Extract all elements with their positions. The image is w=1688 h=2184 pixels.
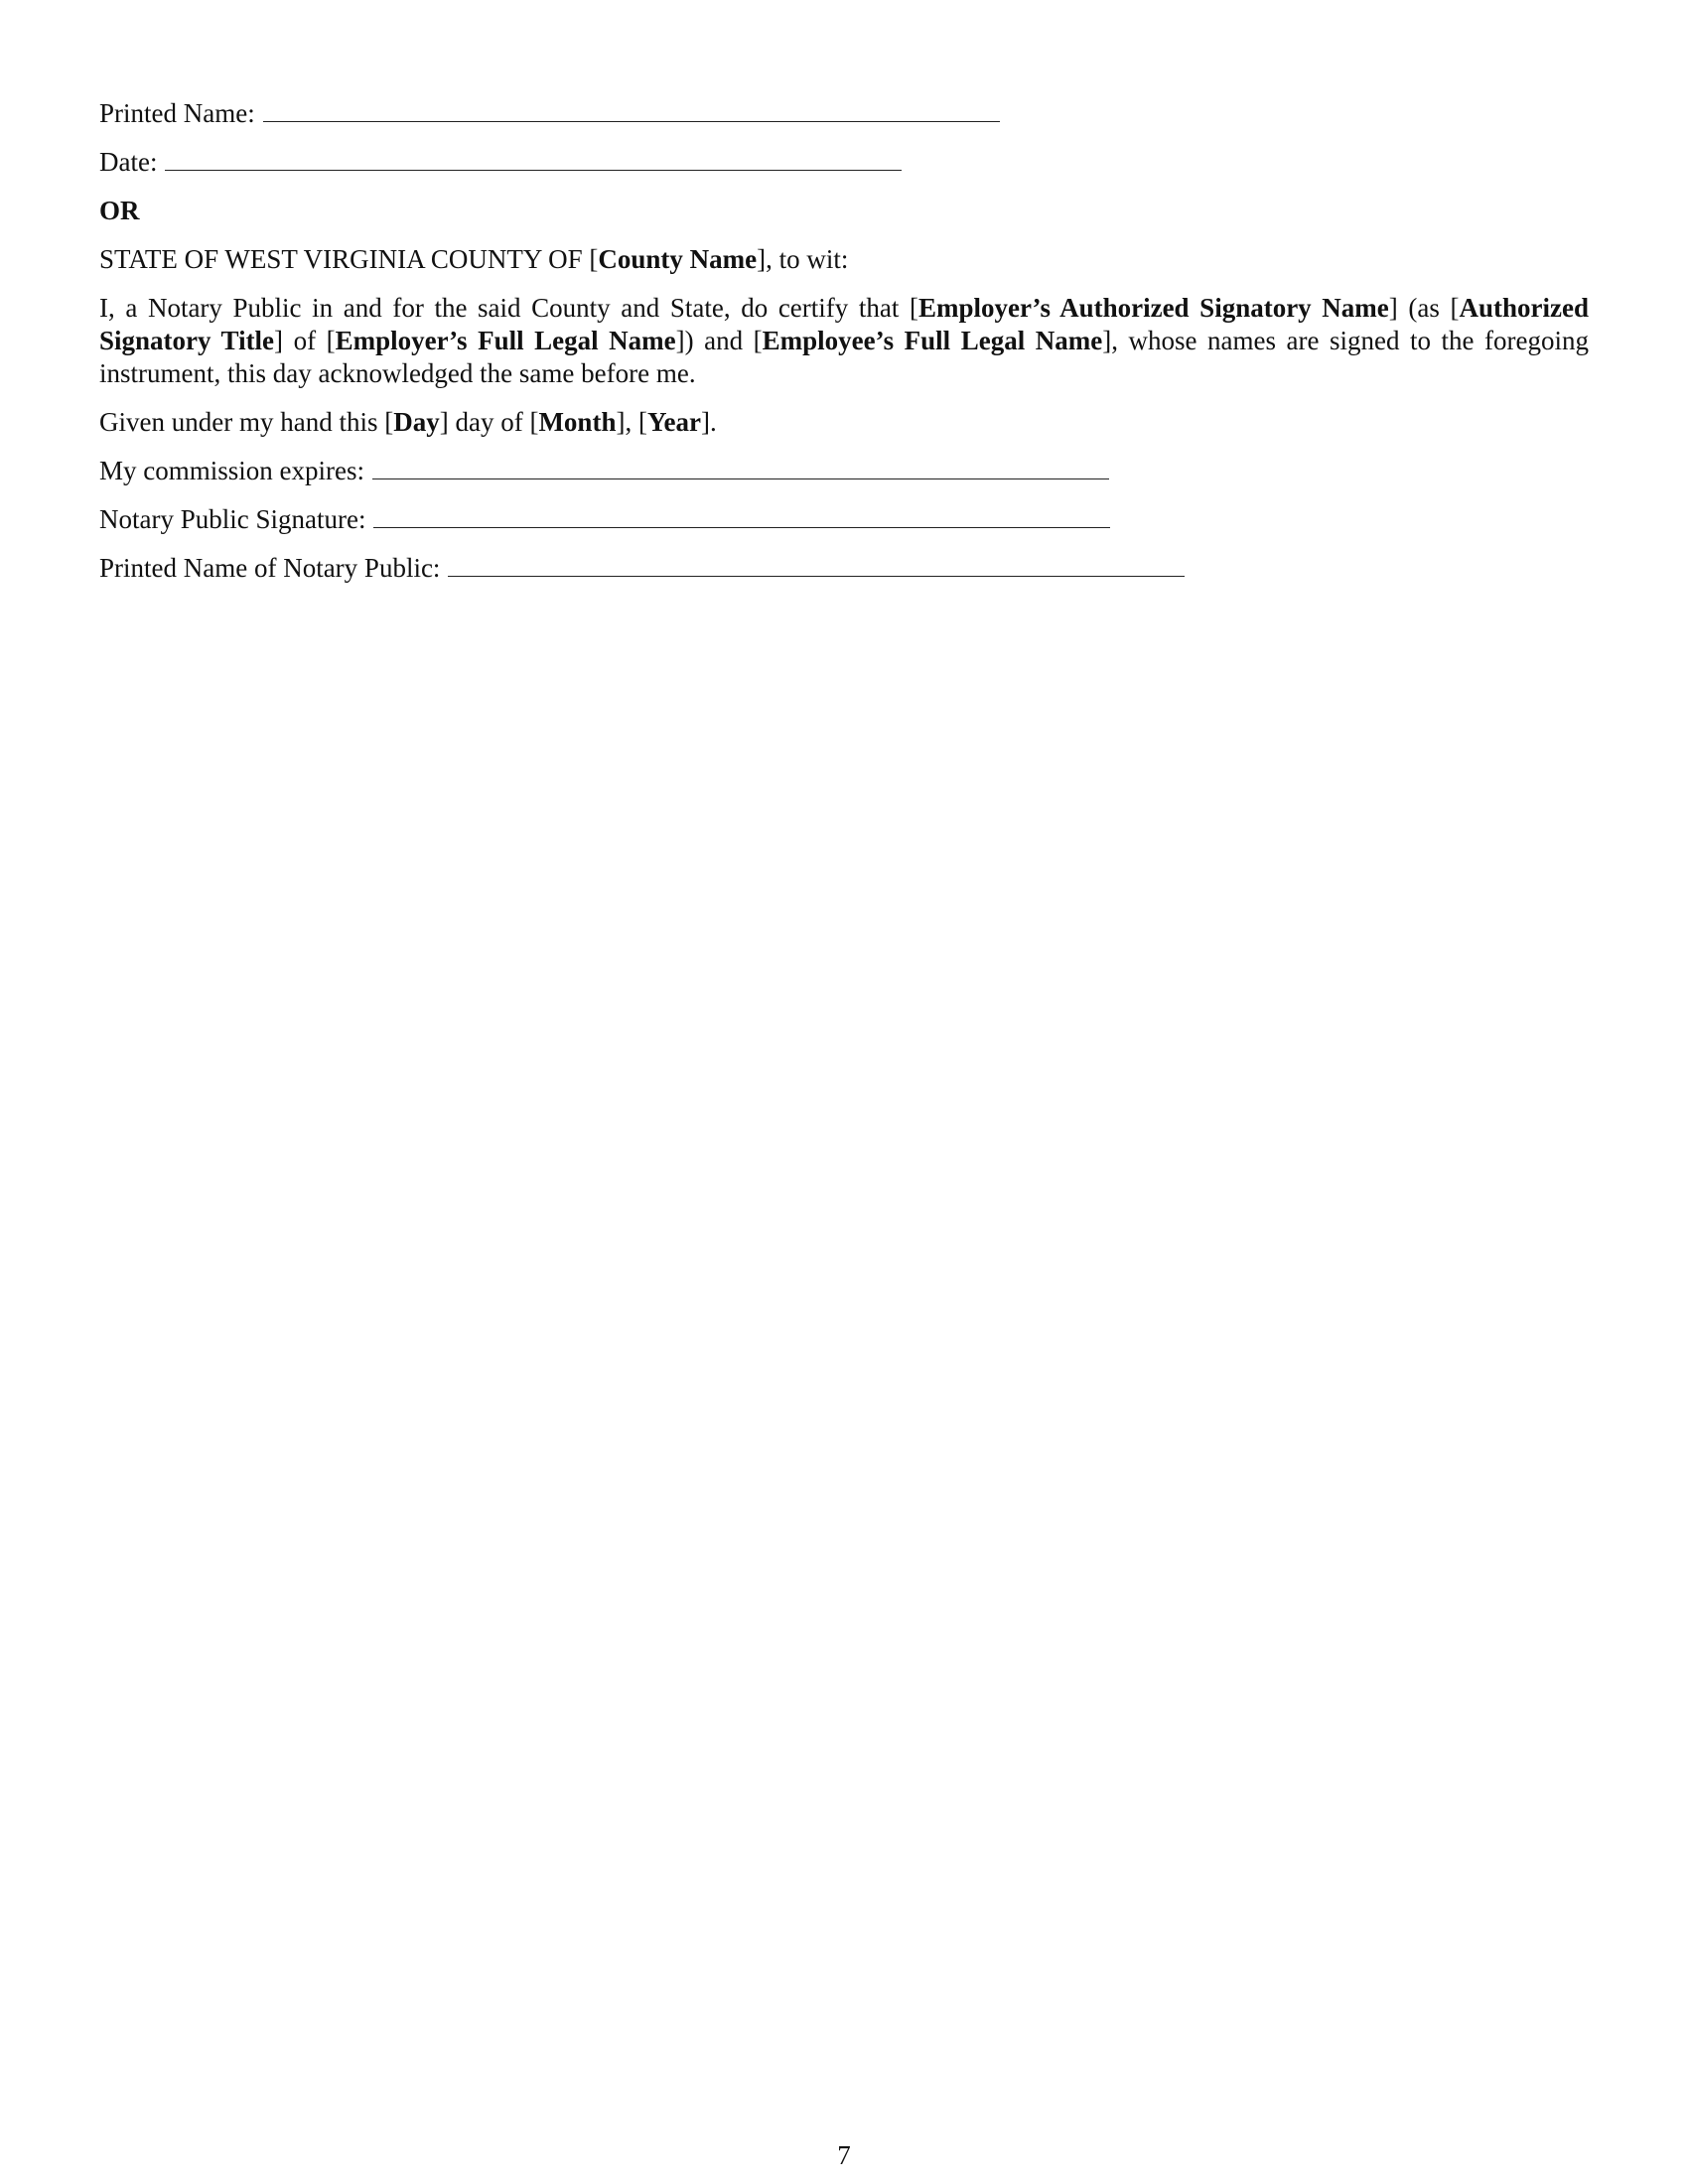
given-text: Given under my hand this: [99, 407, 385, 437]
certification-text: I, a Notary Public in and for the said County and State, do certify that: [99, 293, 910, 323]
printed-name-blank[interactable]: [263, 101, 1000, 122]
date-label: Date:: [99, 147, 158, 177]
date-blank[interactable]: [165, 150, 902, 171]
given-text: day of: [448, 407, 530, 437]
employer-name-placeholder: Employer’s Full Legal Name: [335, 326, 676, 355]
venue-suffix: , to wit:: [766, 244, 849, 274]
or-separator: OR: [99, 196, 140, 225]
given-line: Given under my hand this [Day] day of [Month], [Year].: [99, 407, 717, 437]
month-placeholder: Month: [538, 407, 617, 437]
commission-line: [99, 455, 1589, 487]
notary-printed-name-blank[interactable]: [448, 556, 1185, 577]
printed-name-line: [99, 97, 1589, 130]
certification-text: ) and: [684, 326, 754, 355]
notary-printed-name-line: [99, 552, 1589, 585]
certification-paragraph: I, a Notary Public in and for the said County and State, do certify that [Employer’s Authorized Signatory Name] (as [Authorized Signatory Title] of [Employer’s Full Legal Name]) and [Employee’s Full Legal Name], whose names are signed to the foregoing instrument, this day acknowledged the same before me.: [99, 293, 1589, 388]
certification-text: , whose names are signed to the foregoing instrument, this day acknowledged the same before me.: [99, 326, 1589, 388]
day-placeholder: Day: [393, 407, 440, 437]
year-placeholder: Year: [646, 407, 701, 437]
certification-text: of: [283, 326, 327, 355]
page-number: 7: [837, 2140, 851, 2170]
date-line: [99, 146, 1589, 179]
employee-name-placeholder: Employee’s Full Legal Name: [762, 326, 1103, 355]
certification-text: (as: [1397, 293, 1451, 323]
notary-printed-name-label: Printed Name of Notary Public:: [99, 553, 441, 583]
signatory-name-placeholder: Employer’s Authorized Signatory Name: [917, 293, 1389, 323]
given-text: .: [709, 407, 717, 437]
commission-blank[interactable]: [372, 459, 1109, 479]
printed-name-label: Printed Name:: [99, 98, 255, 128]
document-body: [99, 97, 1589, 601]
given-text: ,: [625, 407, 638, 437]
notary-signature-blank[interactable]: [373, 507, 1110, 528]
notary-signature-label: Notary Public Signature:: [99, 504, 366, 534]
county-placeholder: County Name: [598, 244, 758, 274]
venue-prefix: STATE OF WEST VIRGINIA COUNTY OF: [99, 244, 590, 274]
commission-label: My commission expires:: [99, 456, 364, 485]
notary-signature-line: [99, 503, 1589, 536]
venue-line: STATE OF WEST VIRGINIA COUNTY OF [County Name], to wit:: [99, 244, 849, 274]
signatory-title-placeholder: Authorized Signatory Title: [99, 293, 1589, 355]
